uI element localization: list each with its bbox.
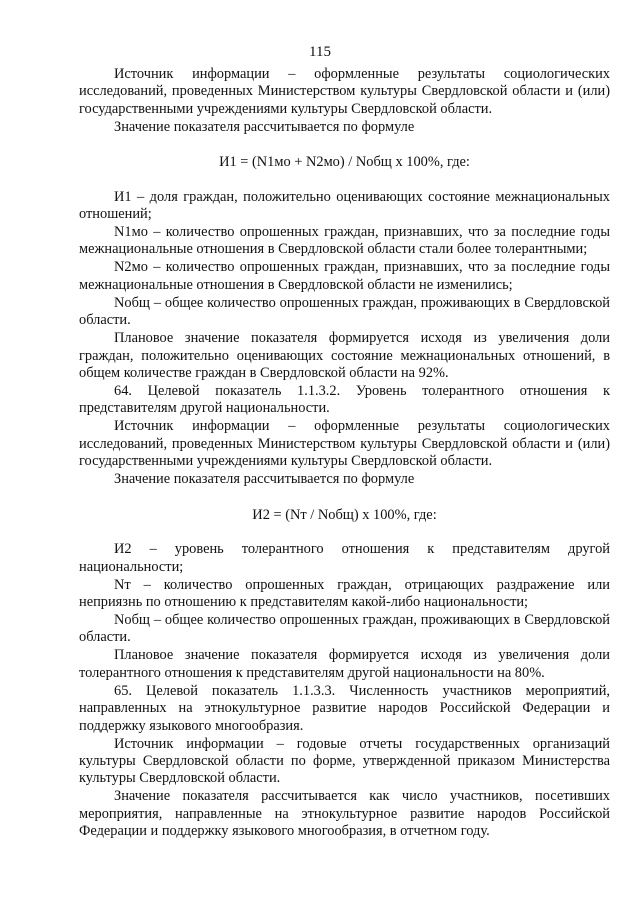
paragraph-source-info-2: Источник информации – оформленные результаты социологических исследований, проведенных Министерством культуры Свердловской области и (или) государственными учреждениями культуры Свердловской области. bbox=[79, 418, 610, 470]
paragraph-plan-value-2: Плановое значение показателя формируется исходя из увеличения доли толерантного отношения к представителям другой национальности на 80%. bbox=[79, 647, 610, 681]
formula-i2: И2 = (Nт / Nобщ) x 100%, где: bbox=[252, 506, 437, 523]
paragraph-indicator-65: 65. Целевой показатель 1.1.3.3. Численность участников мероприятий, направленных на этнокультурное развитие народов Российской Федерации и поддержку языкового многообразия. bbox=[79, 682, 610, 734]
paragraph-def-nobsh-1: Nобщ – общее количество опрошенных граждан, проживающих в Свердловской области. bbox=[79, 294, 610, 329]
paragraph-def-nobsh-2: Nобщ – общее количество опрошенных граждан, проживающих в Свердловской области. bbox=[79, 611, 610, 646]
paragraph-def-i1: И1 – доля граждан, положительно оценивающих состояние межнациональных отношений; bbox=[79, 188, 610, 223]
paragraph-def-n1mo: N1мо – количество опрошенных граждан, признавших, что за последние годы межнациональные отношения в Свердловской области стали более толерантными; bbox=[79, 224, 610, 258]
paragraph-plan-value-1: Плановое значение показателя формируется исходя из увеличения доли граждан, положительно оценивающих состояние межнациональных отношений, в общем количестве граждан в Свердловской области на 92%. bbox=[79, 330, 610, 382]
paragraph-formula-intro-1: Значение показателя рассчитывается по формуле bbox=[114, 118, 415, 135]
paragraph-source-info-3: Источник информации – годовые отчеты государственных организаций культуры Свердловской области по форме, утвержденной приказом Министерства культуры Свердловской области. bbox=[79, 735, 610, 787]
paragraph-calculation-3: Значение показателя рассчитывается как число участников, посетивших мероприятия, направленные на этнокультурное развитие народов Российской Федерации и поддержку языкового многообразия, в отчетном году. bbox=[79, 788, 610, 840]
page-number: 115 bbox=[309, 44, 331, 60]
paragraph-source-info-1: Источник информации – оформленные результаты социологических исследований, проведенных Министерством культуры Свердловской области и (или) государственными учреждениями культуры Свердловской области. bbox=[79, 66, 610, 117]
document-body bbox=[79, 66, 610, 841]
paragraph-indicator-64: 64. Целевой показатель 1.1.3.2. Уровень толерантного отношения к представителям другой национальности. bbox=[79, 383, 610, 417]
paragraph-formula-intro-2: Значение показателя рассчитывается по формуле bbox=[114, 471, 415, 488]
formula-i1: И1 = (N1мо + N2мо) / Nобщ x 100%, где: bbox=[219, 154, 470, 171]
paragraph-def-i2: И2 – уровень толерантного отношения к представителям другой национальности; bbox=[79, 541, 610, 575]
paragraph-def-n2mo: N2мо – количество опрошенных граждан, признавших, что за последние годы межнациональные отношения в Свердловской области не изменились; bbox=[79, 259, 610, 293]
paragraph-def-nt: Nт – количество опрошенных граждан, отрицающих раздражение или неприязнь по отношению к представителям какой-либо национальности; bbox=[79, 576, 610, 610]
